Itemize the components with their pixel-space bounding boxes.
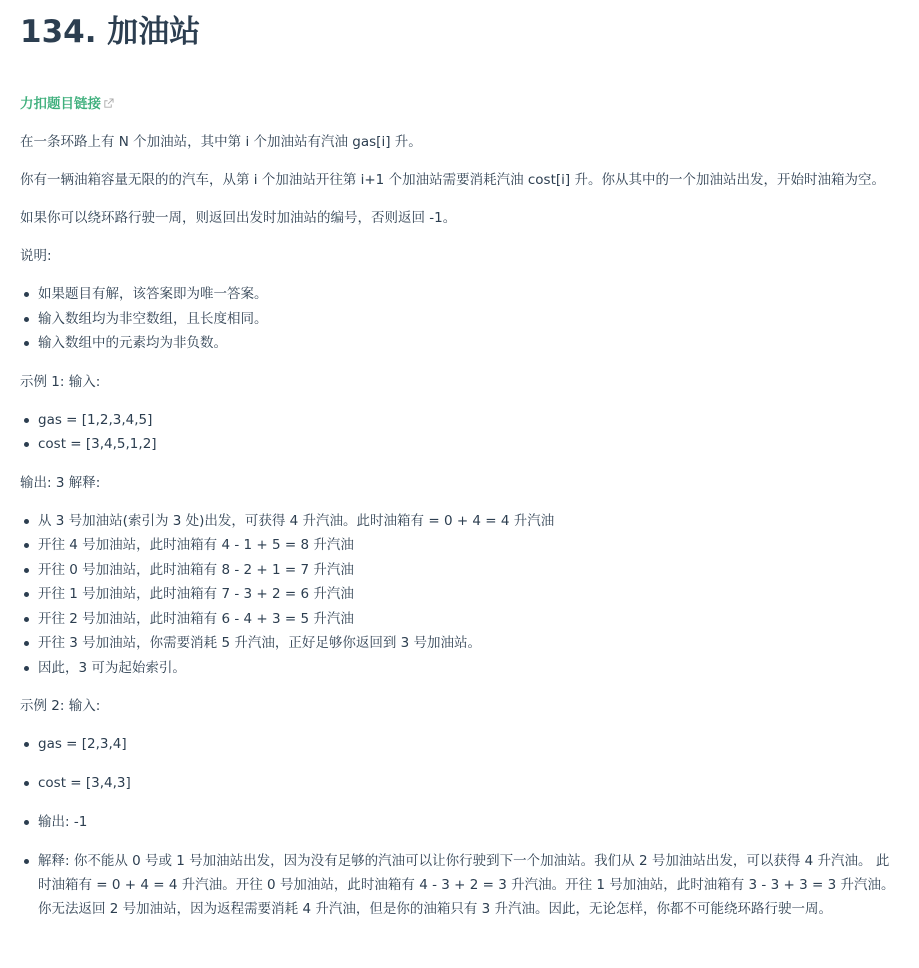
- list-item: cost = [3,4,5,1,2]: [38, 432, 899, 457]
- list-item: 开往 3 号加油站，你需要消耗 5 升汽油，正好足够你返回到 3 号加油站。: [38, 631, 899, 656]
- note-label: 说明:: [20, 248, 52, 264]
- example1-inputs: [20, 408, 899, 457]
- list-item: 开往 2 号加油站，此时油箱有 6 - 4 + 3 = 5 升汽油: [38, 607, 899, 632]
- example1-output: 输出: 3 解释:: [20, 474, 101, 491]
- list-item: cost = [3,4,3]: [38, 771, 899, 795]
- problem-link[interactable]: 力扣题目链接: [20, 96, 101, 112]
- notes-list: [20, 282, 899, 356]
- intro-paragraph: 在一条环路上有 N 个加油站，其中第 i 个加油站有汽油 gas[i] 升。: [20, 134, 422, 150]
- problem-link-row: [20, 92, 899, 116]
- external-link-icon: [103, 98, 114, 109]
- list-item: 输入数组中的元素均为非负数。: [38, 331, 899, 356]
- list-item: 解释: 你不能从 0 号或 1 号加油站出发，因为没有足够的汽油可以让你行驶到下一个加油站。我们从 2 号加油站出发，可以获得 4 升汽油。 此时油箱有 = 0 + 4 = 4 升汽油。开往 0 号加油站，此时油箱有 4 - 3 + 2 = 3 升汽油。开往 1 号加油站，此时油箱有 3 - 3 + 3 = 3 升汽油。你无法返回 2 号加油站，因为返程需要消耗 4 升汽油，但是你的油箱只有 3 升汽油。因此，无论怎样，你都不可能绕环路行驶一周。: [38, 849, 899, 921]
- list-item: gas = [2,3,4]: [38, 732, 899, 756]
- list-item: 因此，3 可为起始索引。: [38, 656, 899, 681]
- car-paragraph: 你有一辆油箱容量无限的的汽车，从第 i 个加油站开往第 i+1 个加油站需要消耗汽油 cost[i] 升。你从其中的一个加油站出发，开始时油箱为空。: [20, 172, 885, 188]
- example2-items: [20, 732, 899, 921]
- example1-label: 示例 1: 输入:: [20, 373, 101, 390]
- list-item: 开往 0 号加油站，此时油箱有 8 - 2 + 1 = 7 升汽油: [38, 558, 899, 583]
- example2-label: 示例 2: 输入:: [20, 698, 101, 714]
- list-item: 开往 4 号加油站，此时油箱有 4 - 1 + 5 = 8 升汽油: [38, 533, 899, 558]
- list-item: 开往 1 号加油站，此时油箱有 7 - 3 + 2 = 6 升汽油: [38, 582, 899, 607]
- list-item: 输出: -1: [38, 810, 899, 834]
- return-paragraph: 如果你可以绕环路行驶一周，则返回出发时加油站的编号，否则返回 -1。: [20, 210, 457, 226]
- list-item: gas = [1,2,3,4,5]: [38, 408, 899, 433]
- example1-explanation: [20, 509, 899, 681]
- list-item: 从 3 号加油站(索引为 3 处)出发，可获得 4 升汽油。此时油箱有 = 0 + 4 = 4 升汽油: [38, 509, 899, 534]
- page-title: 134. 加油站: [20, 14, 201, 50]
- list-item: 输入数组均为非空数组，且长度相同。: [38, 307, 899, 332]
- list-item: 如果题目有解，该答案即为唯一答案。: [38, 282, 899, 307]
